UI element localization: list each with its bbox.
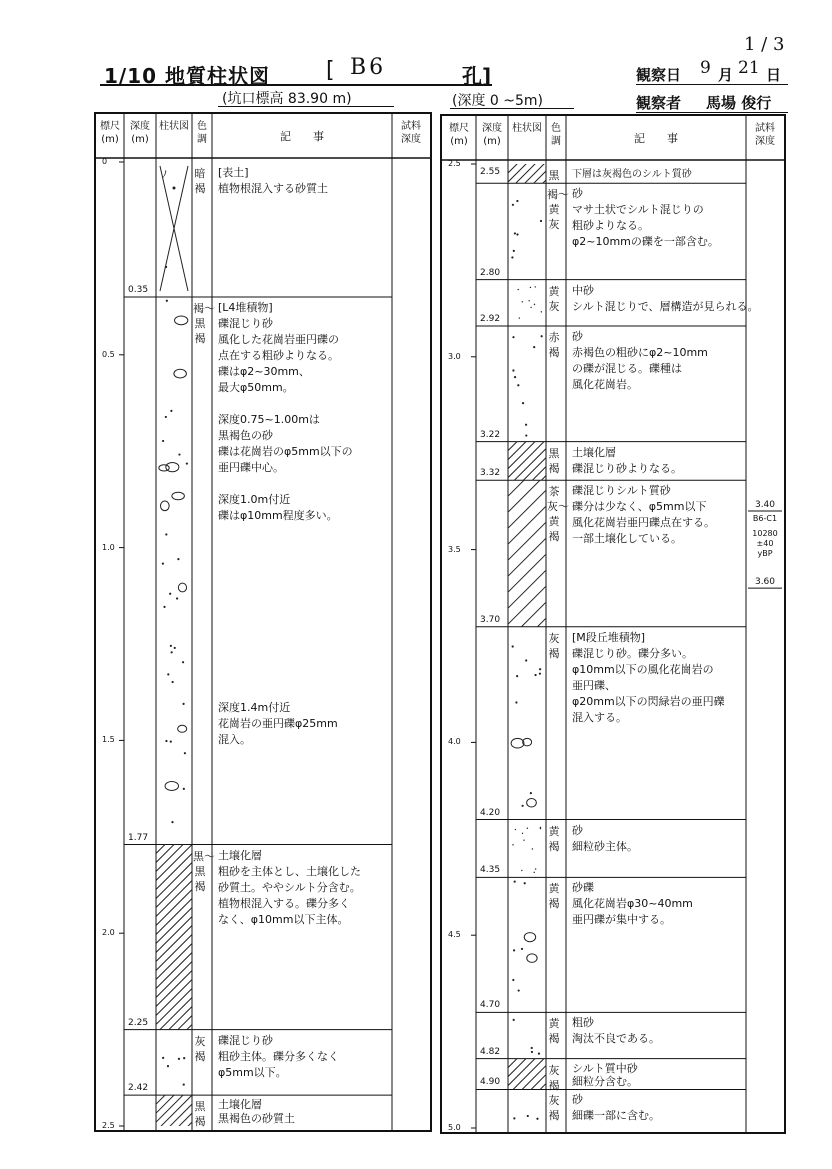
svg-text:ﾉ: ﾉ [162, 170, 167, 181]
page-number: 1 / 3 [744, 34, 785, 55]
header-sample-left: 試料 深度 [401, 121, 421, 145]
log-pattern-left-3 [162, 1057, 185, 1086]
depth-range: (深度 0 ~5m) [452, 93, 544, 109]
log-pattern-right-7 [512, 827, 541, 873]
depth-label-right-5: 3.70 [480, 614, 501, 625]
depth-label-left-2: 2.25 [128, 1017, 149, 1028]
description-right-5: 礫混じりシルト質砂 礫分は少なく、φ5mm以下 風化花崗岩亜円礫点在する。 一部土壌化している。 [572, 484, 715, 546]
header-color-left: 色 調 [197, 121, 207, 145]
depth-label-right-2: 2.92 [480, 313, 501, 324]
log-pattern-right-2 [518, 286, 542, 319]
hole-suffix: 孔] [462, 64, 492, 88]
color-left-0: 暗褐 [194, 167, 206, 195]
header-sample-right: 試料 深度 [755, 123, 775, 147]
hole-id: B6 [350, 55, 387, 80]
observer-name: 馬場 俊行 [706, 94, 772, 112]
log-pattern-right-5 [508, 442, 546, 688]
log-pattern-left-2 [156, 809, 192, 1097]
scale-tick-left-3: 1.5 [102, 735, 115, 745]
scale-tick-right-2: 3.5 [448, 544, 461, 554]
scale-tick-right-5: 5.0 [448, 1123, 461, 1132]
color-left-2: 黒〜黒褐 [193, 849, 215, 893]
page-title: 1/10 地質柱状図 [104, 64, 271, 88]
log-grid-left [96, 114, 430, 1130]
description-right-0: 下層は灰褐色のシルト質砂 [572, 169, 692, 180]
scale-tick-left-5: 2.5 [102, 1121, 115, 1130]
log-pattern-right-11 [513, 1115, 538, 1120]
sample-id: B6-C1 [752, 514, 778, 524]
description-left-4: 土壌化層 黒褐色の砂質土 [218, 1098, 295, 1125]
depth-label-right-10: 4.90 [480, 1077, 501, 1088]
color-right-0: 黒 [548, 169, 560, 182]
color-right-6: 灰褐 [548, 631, 560, 660]
depth-label-right-7: 4.35 [480, 865, 501, 876]
description-right-3: 砂 赤褐色の粗砂にφ2~10mm の礫が混じる。礫種は 風化花崗岩。 [572, 329, 708, 391]
scale-tick-right-1: 3.0 [448, 351, 461, 361]
collar-elevation: (坑口標高 83.90 m) [222, 91, 352, 107]
day-label: 日 [766, 66, 782, 84]
log-pattern-left-1 [159, 300, 188, 824]
header-description-right: 記 事 [634, 132, 678, 145]
title-underline [100, 84, 492, 86]
color-left-4: 黒褐 [194, 1100, 206, 1129]
depth-label-left-3: 2.42 [128, 1083, 149, 1094]
observation-date-label: 観察日 [636, 66, 682, 84]
header-description-left: 記 事 [280, 130, 324, 143]
description-right-7: 砂 細粒砂主体。 [572, 823, 638, 853]
description-left-3: 礫混じり砂 粗砂主体。礫分多くなく φ5mm以下。 [218, 1033, 339, 1079]
depth-label-right-3: 3.22 [480, 429, 501, 440]
description-right-4: 土壌化層 礫混じり砂よりなる。 [572, 445, 682, 475]
color-right-9: 黄褐 [548, 1017, 560, 1046]
description-right-11: 砂 細礫一部に含む。 [572, 1093, 660, 1123]
scale-tick-left-0: 0 [102, 157, 108, 166]
header-color-right: 色 調 [551, 123, 561, 147]
color-right-7: 黄褐 [548, 824, 560, 853]
depth-label-right-1: 2.80 [480, 267, 501, 278]
sample-top-depth: 3.40 [754, 500, 776, 511]
header-scale-left: 標尺 (m) [100, 121, 120, 145]
header-log-right: 柱状図 [512, 123, 542, 134]
scale-tick-left-2: 1.0 [102, 542, 115, 552]
observer-underline [636, 112, 788, 113]
sample-age: 10280 ±40 yBP [752, 529, 778, 559]
log-column-right [440, 114, 786, 1134]
scale-tick-left-1: 0.5 [102, 349, 115, 359]
header-scale-right: 標尺 (m) [449, 123, 469, 147]
header-depth-right: 深度 (m) [482, 123, 502, 147]
sample-bottom-depth: 3.60 [754, 577, 776, 588]
depth-label-top-right-0: 2.55 [480, 167, 501, 177]
description-left-2: 土壌化層 粗砂を主体とし、土壌化した 砂質土。ややシルト分含む。 植物根混入する。礫分多く なく、φ10mm以下主体。 [218, 848, 361, 926]
elevation-underline [218, 106, 394, 107]
scale-tick-right-0: 2.5 [448, 159, 461, 168]
depth-label-left-1: 1.77 [128, 832, 149, 843]
depth-label-right-8: 4.70 [480, 1000, 501, 1011]
header-log-left: 柱状図 [159, 121, 189, 132]
log-pattern-right-0 [508, 126, 546, 254]
depth-label-right-4: 3.32 [480, 468, 501, 479]
log-column-left [94, 112, 432, 1132]
color-left-1: 褐〜黒褐 [193, 301, 215, 345]
month-label: 月 [718, 66, 734, 84]
log-pattern-right-9 [513, 1019, 540, 1055]
depth-label-left-0: 0.35 [128, 284, 149, 295]
description-right-9: 粗砂 淘汰不良である。 [572, 1016, 660, 1046]
observation-day: 21 [738, 58, 760, 78]
description-right-8: 砂礫 風化花崗岩φ30~40mm 亜円礫が集中する。 [572, 881, 693, 927]
bracket-open: [ [326, 58, 335, 83]
description-right-1: 砂 マサ土状でシルト混じりの 粗砂よりなる。 φ2~10mmの礫を一部含む。 [572, 187, 719, 249]
description-right-2: 中砂 シルト混じりで、層構造が見られる。 [572, 283, 759, 313]
color-right-1: 褐〜黄灰 [547, 188, 569, 232]
color-right-5: 茶灰〜黄褐 [547, 485, 569, 544]
depth-range-underline [450, 108, 574, 109]
scale-tick-left-4: 2.0 [102, 928, 115, 938]
color-left-3: 灰褐 [194, 1034, 206, 1063]
log-pattern-left-0 [160, 166, 188, 291]
color-right-11: 灰褐 [548, 1094, 560, 1123]
log-pattern-right-8 [512, 881, 537, 992]
description-right-6: [M段丘堆積物] 礫混じり砂。礫分多い。 φ10mm以下の風化花崗岩の 亜円礫、 φ20mm以下の閃緑岩の亜円礫 混入する。 [572, 630, 725, 724]
header-depth-left: 深度 (m) [130, 121, 150, 145]
observation-month: 9 [700, 58, 711, 78]
color-right-3: 赤褐 [548, 330, 560, 359]
log-pattern-right-3 [512, 335, 542, 437]
color-right-10: 灰褐 [548, 1063, 560, 1092]
log-pattern-right-6 [511, 645, 541, 807]
log-pattern-left-4 [156, 1059, 192, 1130]
description-extra-left-1: 深度1.4m付近 花崗岩の亜円礫φ25mm 混入。 [218, 700, 338, 746]
color-right-2: 黄灰 [548, 284, 560, 313]
depth-label-right-9: 4.82 [480, 1046, 501, 1057]
scale-tick-right-3: 4.0 [448, 737, 461, 747]
date-underline [636, 84, 788, 85]
log-pattern-right-1 [511, 200, 542, 259]
observer-label: 観察者 [636, 94, 682, 112]
description-left-0: [表土] 植物根混入する砂質土 [218, 166, 328, 195]
color-right-8: 黄褐 [548, 882, 560, 911]
color-right-4: 黒褐 [548, 446, 560, 475]
description-left-1: [L4堆積物] 礫混じり砂 風化した花崗岩亜円礫の 点在する粗砂よりなる。 礫はφ2~30mm、 最大φ50mm。 深度0.75~1.00mは 黒褐色の砂 礫は花崗岩のφ5mm以下の 亜円礫中心。 深度1.0m付近 礫はφ10mm程度多い。 [218, 300, 353, 522]
scale-tick-right-4: 4.5 [448, 930, 461, 940]
description-right-10: シルト質中砂 細粒分含む。 [572, 1061, 638, 1088]
depth-label-right-6: 4.20 [480, 807, 501, 818]
